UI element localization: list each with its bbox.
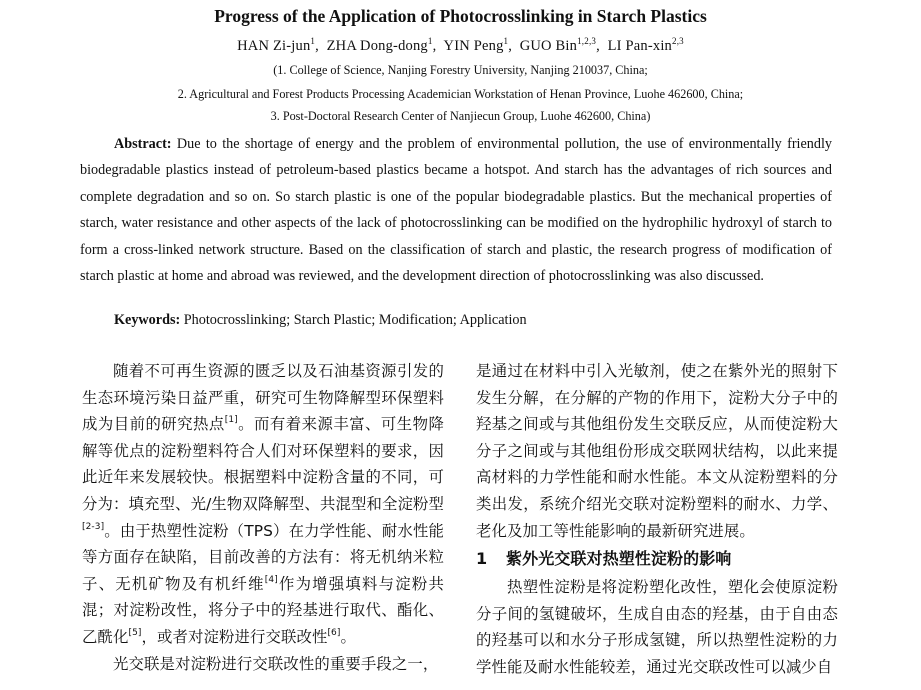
body-paragraph (82, 358, 444, 651)
keywords-text: Photocrosslinking; Starch Plastic; Modification; Application (183, 312, 527, 328)
section-number: 1 (476, 549, 488, 569)
citation-ref[interactable]: [5] (128, 627, 142, 638)
author-affiliation-mark: 1 (310, 36, 316, 46)
affiliation-line-3: 3. Post-Doctoral Research Center of Nanjiecun Group, Luohe 462600, China) (270, 109, 651, 123)
body-text: 。 (340, 627, 356, 646)
body-paragraph: 热塑性淀粉是将淀粉塑化改性，塑化会使原淀粉分子间的氢键破坏，生成自由态的羟基，由于自由态的羟基可以和水分子形成氢键，所以热塑性淀粉的力学性能及耐水性能较差，通过光交联改性可以减少自 (476, 578, 838, 676)
author-name: GUO Bin (519, 38, 578, 54)
keywords: Keywords: Photocrosslinking; Starch Plastic; Modification; Application (114, 312, 527, 328)
body-paragraph: 是通过在材料中引入光敏剂，使之在紫外光的照射下发生分解，在分解的产物的作用下，淀粉大分子中的羟基之间或与其他组份发生交联反应，从而使淀粉大分子之间或与其他组份形成交联网状结构，以此来提高材料的力学性能和耐水性能。本文从淀粉塑料的分类出发，系统介绍光交联对淀粉塑料的耐水、力学、老化及加工等性能影响的最新研究进展。 (476, 362, 838, 540)
body-text: 随着不可再生资源的匮乏以及石油基资源引发的生态环境污染日益严重，研究可生物降解型环保塑料成为目前的研究热点 (82, 362, 444, 434)
body-paragraph: 光交联是对淀粉进行交联改性的重要手段之一， (113, 654, 439, 673)
citation-ref[interactable]: [1] (224, 415, 238, 426)
body-column-right (476, 358, 838, 681)
body-text: 作为增强填料与淀粉共混；对淀粉改性，将分子中的羟基进行取代、酯化、乙酰化 (82, 574, 444, 646)
abstract-label: Abstract (114, 136, 167, 152)
affiliation-line-2: 2. Agricultural and Forest Products Processing Academician Workstation of Henan Province, Luohe 462600, China; (177, 87, 744, 101)
body-text: 。而有着来源丰富、可生物降解等优点的淀粉塑料符合人们对环保塑料的要求，因此近年来发展较快。根据塑料中淀粉含量的不同，可分为：填充型、光/生物双降解型、共混型和全淀粉型 (82, 415, 444, 513)
citation-ref[interactable]: [6] (327, 627, 341, 638)
author-affiliation-mark: 1,2,3 (577, 36, 597, 46)
body-column-left (82, 358, 444, 677)
author-name: YIN Peng (443, 38, 504, 54)
author-list: HAN Zi-jun$^1$, ZHA Dong-dong$^1$, YIN Peng$^1$, GUO Bin$^{1,2,3}$, LI Pan-xin$^{2,3}$ (237, 36, 684, 54)
keywords-label: Keywords (114, 312, 176, 328)
citation-ref[interactable]: [2-3] (82, 521, 105, 532)
author-name: LI Pan-xin (607, 38, 673, 54)
author-name: HAN Zi-jun (237, 38, 311, 54)
body-text: 。由于热塑性淀粉（TPS）在力学性能、耐水性能等方面存在缺陷，目前改善的方法有：将无机纳米粒子、无机矿物及有机纤维 (82, 521, 444, 593)
author-affiliation-mark: 1 (427, 36, 433, 46)
paper-title: Progress of the Application of Photocrosslinking in Starch Plastics (214, 6, 707, 26)
author-name: ZHA Dong-dong (326, 38, 428, 54)
body-text: ，或者对淀粉进行交联改性 (141, 627, 328, 646)
section-heading (476, 544, 838, 574)
citation-ref[interactable]: [4] (264, 574, 278, 585)
author-affiliation-mark: 1 (503, 36, 509, 46)
section-title: 紫外光交联对热塑性淀粉的影响 (506, 549, 732, 569)
affiliation-line-1: (1. College of Science, Nanjing Forestry University, Nanjing 210037, China; (273, 63, 648, 77)
abstract: Abstract: Due to the shortage of energy and the problem of environmental pollution, the use of environmentally friendly biodegradable plastics instead of petroleum-based plastics became a hotspot. And starch has the advantages of rich sources and complete degradation and so on. So starch plastic is one of the popular biodegradable plastics. But the mechanical properties of starch, water resistance and other aspects of the lack of photocrosslinking can be modified on the hydrophilic hydroxyl of starch to form a cross-linked network structure. Based on the classification of starch and plastic, the research progress of modification of starch plastic at home and abroad was reviewed, and the development direction of photocrosslinking was also discussed. (80, 136, 833, 285)
author-affiliation-mark: 2,3 (672, 36, 684, 46)
abstract-text: Due to the shortage of energy and the problem of environmental pollution, the use of environmentally friendly biodegradable plastics instead of petroleum-based plastics became a hotspot. And starch has the advantages of rich sources and complete degradation and so on. So starch plastic is one of the popular biodegradable plastics. But the mechanical properties of starch, water resistance and other aspects of the lack of photocrosslinking can be modified on the hydrophilic hydroxyl of starch to form a cross-linked network structure. Based on the classification of starch and plastic, the research progress of modification of starch plastic at home and abroad was reviewed, and the development direction of photocrosslinking was also discussed. (80, 136, 833, 285)
